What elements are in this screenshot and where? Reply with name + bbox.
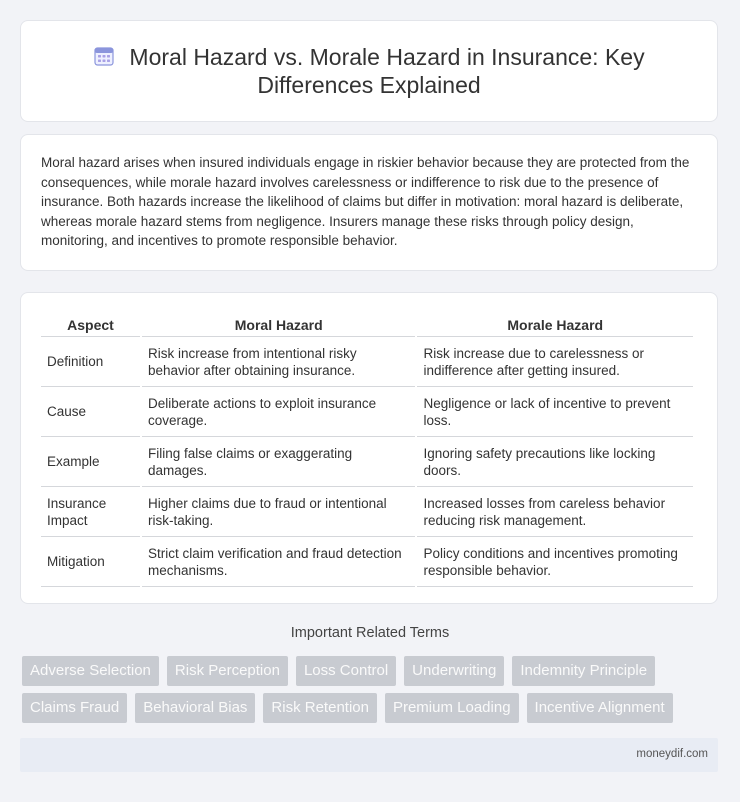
tag-claims-fraud[interactable]: Claims Fraud <box>22 693 127 723</box>
table-row <box>41 487 693 537</box>
column-header-aspect: Aspect <box>41 313 140 337</box>
tag-behavioral-bias[interactable]: Behavioral Bias <box>135 693 255 723</box>
table-row <box>41 387 693 437</box>
related-terms-heading: Important Related Terms <box>290 625 450 641</box>
table-cell: Increased losses from careless behavior reducing risk management. <box>417 487 693 537</box>
tag-adverse-selection[interactable]: Adverse Selection <box>22 656 159 686</box>
tag-loss-control[interactable]: Loss Control <box>296 656 396 686</box>
page-title-text: Moral Hazard vs. Morale Hazard in Insurance: Key Differences Explained <box>129 44 645 98</box>
table-cell: Higher claims due to fraud or intentional risk-taking. <box>142 487 415 537</box>
column-header-morale-hazard: Morale Hazard <box>417 313 693 337</box>
row-label: Definition <box>41 337 140 387</box>
table-cell: Policy conditions and incentives promoting responsible behavior. <box>417 537 693 587</box>
table-cell: Strict claim verification and fraud detection mechanisms. <box>142 537 415 587</box>
table-row <box>41 537 693 587</box>
comparison-table-card <box>20 292 718 604</box>
site-name[interactable]: moneydif.com <box>636 748 708 760</box>
comparison-table <box>39 313 695 587</box>
tag-risk-retention[interactable]: Risk Retention <box>263 693 377 723</box>
column-header-moral-hazard: Moral Hazard <box>142 313 415 337</box>
intro-card <box>20 134 718 271</box>
table-cell: Risk increase from intentional risky behavior after obtaining insurance. <box>142 337 415 387</box>
row-label: Mitigation <box>41 537 140 587</box>
tag-premium-loading[interactable]: Premium Loading <box>385 693 519 723</box>
table-cell: Deliberate actions to exploit insurance coverage. <box>142 387 415 437</box>
tag-indemnity-principle[interactable]: Indemnity Principle <box>512 656 655 686</box>
table-cell: Negligence or lack of incentive to prevent loss. <box>417 387 693 437</box>
footer <box>20 738 718 772</box>
intro-text: Moral hazard arises when insured individuals engage in riskier behavior because they are protected from the consequences, while morale hazard involves carelessness or indifference to risk due to the presence of insurance. Both hazards increase the likelihood of claims but differ in motivation: moral hazard is deliberate, whereas morale hazard stems from negligence. Insurers manage these risks through policy design, monitoring, and incentives to promote responsible behavior. <box>41 155 690 249</box>
row-label: Insurance Impact <box>41 487 140 537</box>
table-cell: Filing false claims or exaggerating damages. <box>142 437 415 487</box>
table-cell: Risk increase due to carelessness or indifference after getting insured. <box>417 337 693 387</box>
tag-incentive-alignment[interactable]: Incentive Alignment <box>527 693 673 723</box>
calendar-icon <box>93 45 115 67</box>
related-terms-list <box>22 656 722 730</box>
tag-risk-perception[interactable]: Risk Perception <box>167 656 288 686</box>
table-cell: Ignoring safety precautions like locking doors. <box>417 437 693 487</box>
title-card <box>20 20 718 122</box>
table-row <box>41 337 693 387</box>
row-label: Cause <box>41 387 140 437</box>
row-label: Example <box>41 437 140 487</box>
page-title <box>59 43 679 99</box>
table-row <box>41 437 693 487</box>
table-header-row <box>41 313 693 337</box>
tag-underwriting[interactable]: Underwriting <box>404 656 504 686</box>
